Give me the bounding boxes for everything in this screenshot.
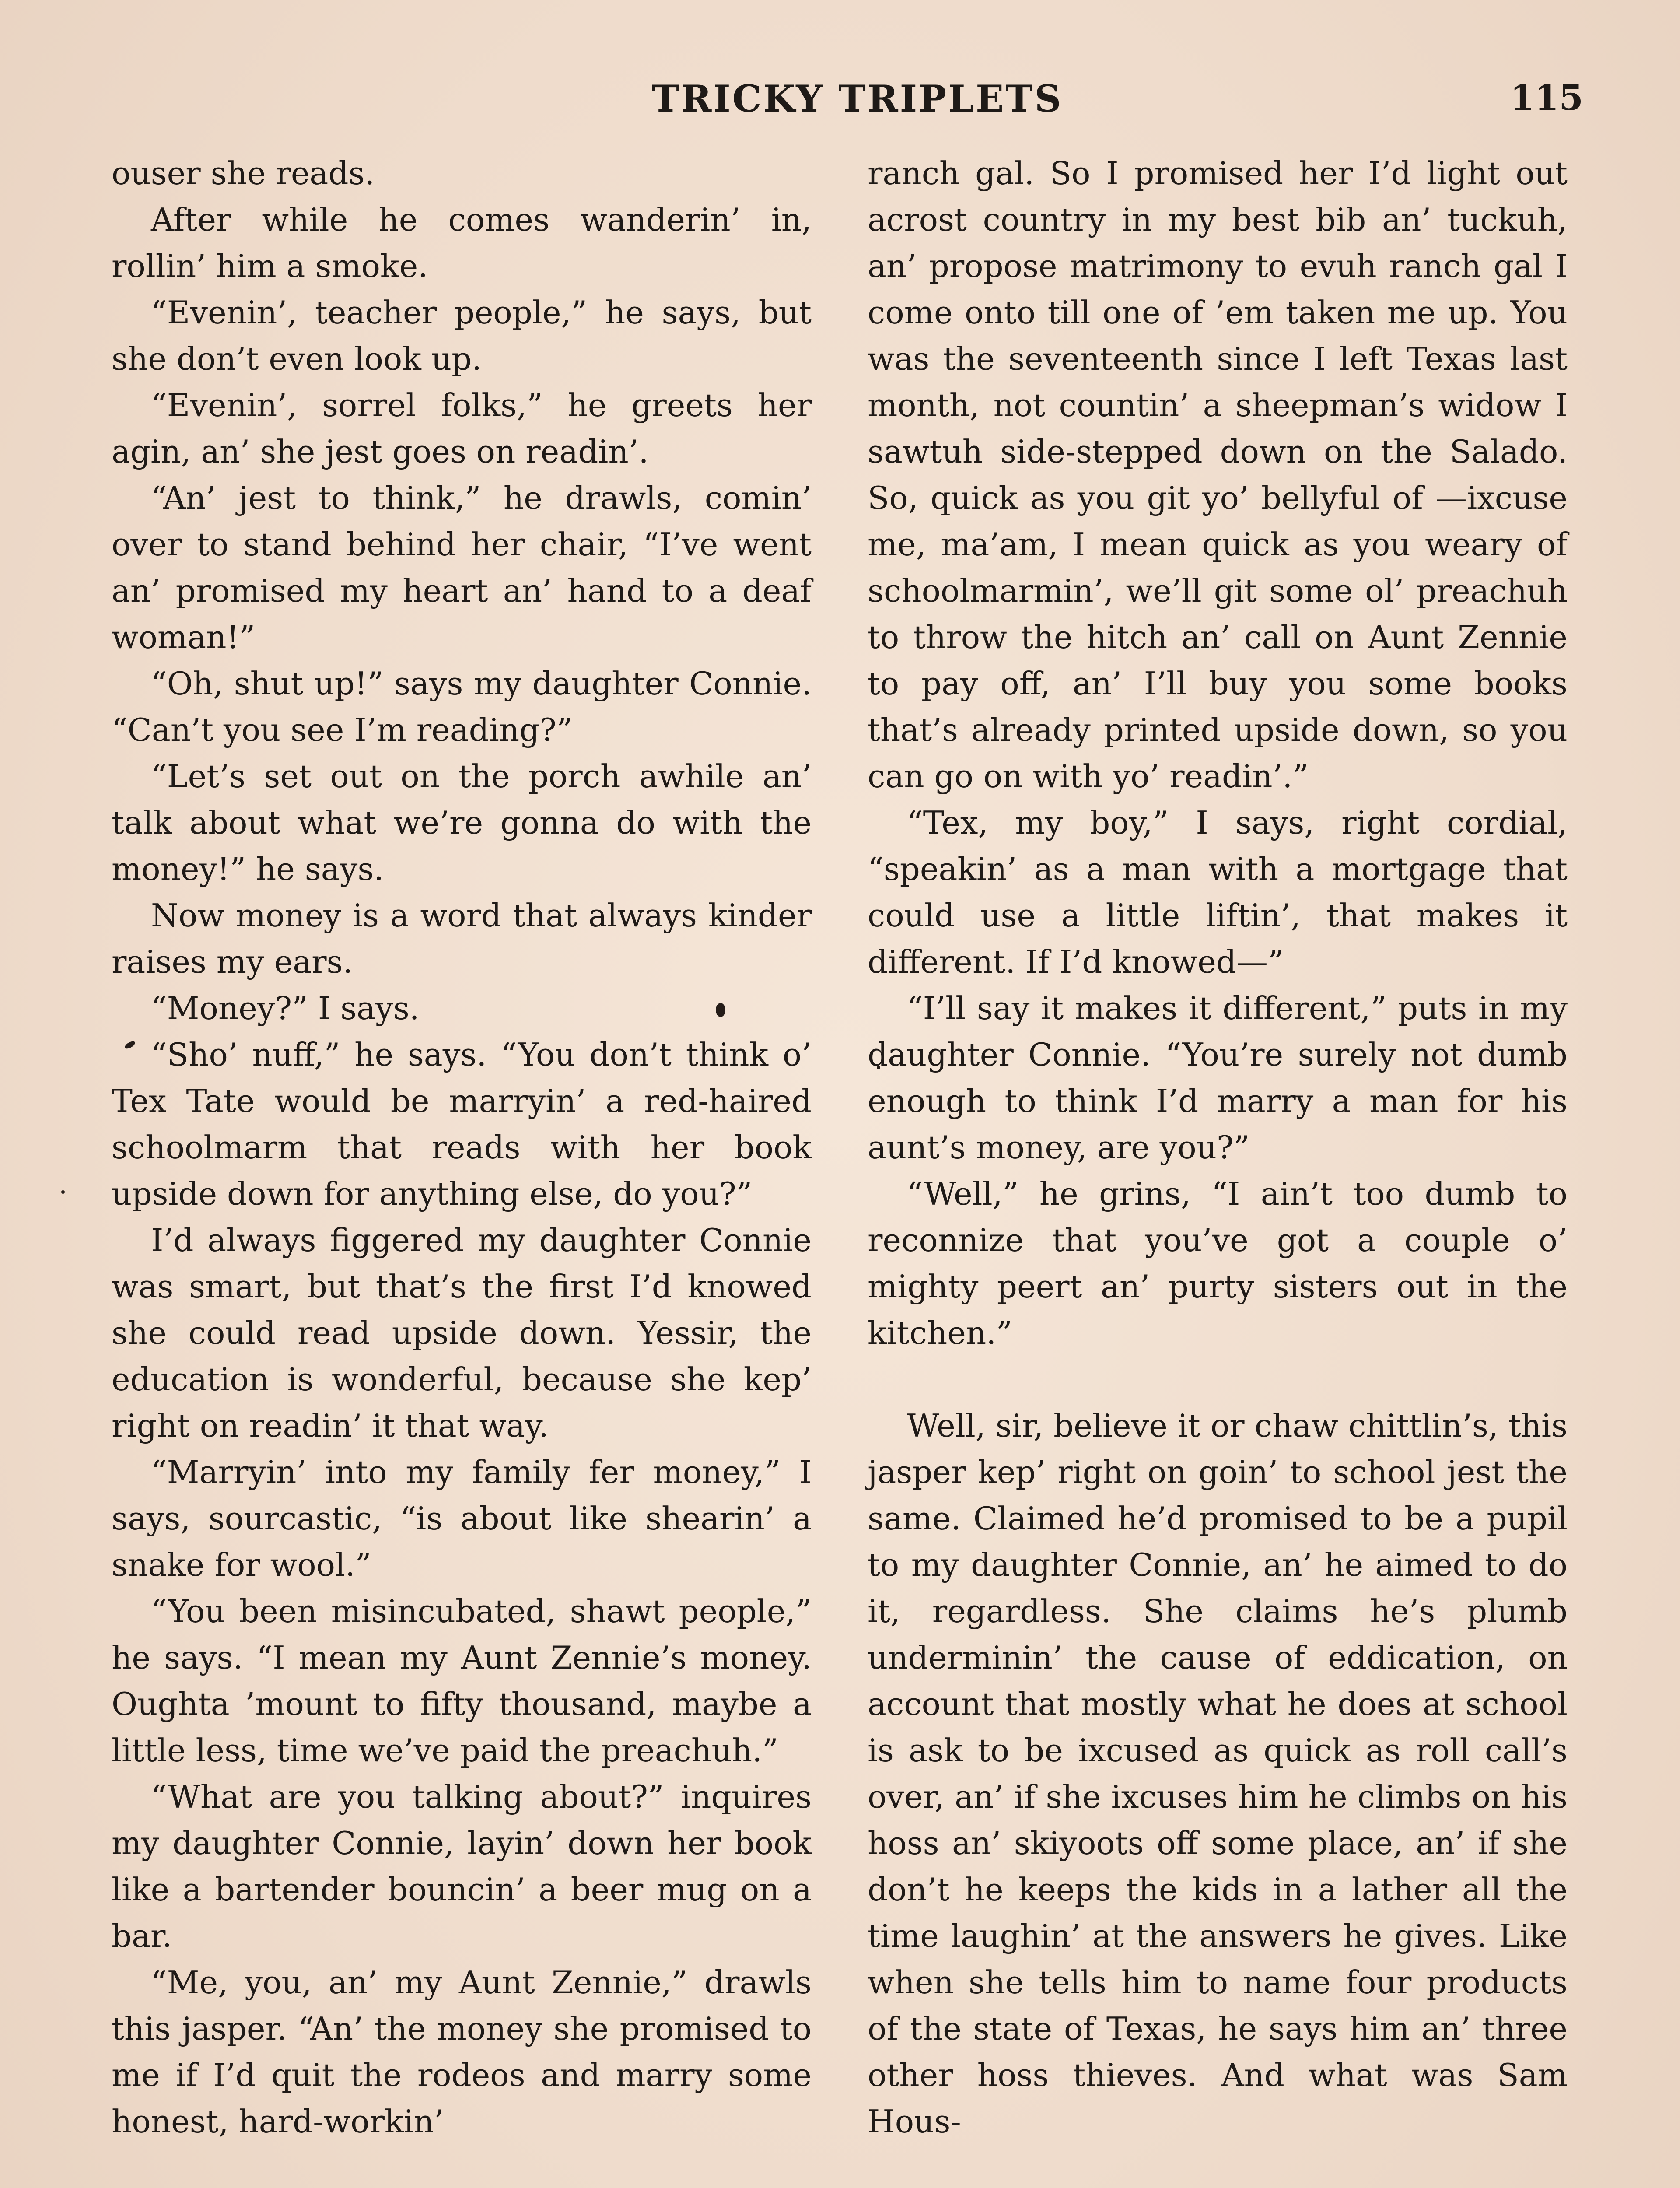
running-header bbox=[0, 77, 1680, 121]
paragraph: ranch gal. So I promised her I’d light out acrost country in my best bib an’ tuckuh, an’ propose matrimony to evuh ranch gal I come onto till one of ’em taken me up. You was the seventeenth since I left Texas last month, not countin’ a sheepman’s widow I sawtuh side-stepped down on the Salado. So, quick as you git yo’ bellyful of —ixcuse me, ma’am, I mean quick as you weary of schoolmarmin’, we’ll git some ol’ preachuh to throw the hitch an’ call on Aunt Zennie to pay off, an’ I’ll buy you some books that’s already printed upside down, so you can go on with yo’ readin’.” bbox=[868, 155, 1568, 795]
paragraph: “What are you talking about?” inquires my daughter Connie, layin’ down her book like a bartender bouncin’ a beer mug on a bar. bbox=[112, 1778, 812, 1954]
paragraph: “An’ jest to think,” he drawls, comin’ over to stand behind her chair, “I’ve went an’ promised my heart an’ hand to a deaf woman!” bbox=[112, 480, 812, 656]
paragraph: ouser she reads. bbox=[112, 155, 375, 192]
paragraph: Well, sir, believe it or chaw chittlin’s, this jasper kep’ right on goin’ to school jest the same. Claimed he’d promised to be a pupil to my daughter Connie, an’ he aimed to do it, regardless. She claims he’s plumb underminin’ the cause of eddication, on account that mostly what he does at school is ask to be ixcused as quick as roll call’s over, an’ if she ixcuses him he climbs on his hoss an’ skiyoots off some place, an’ if she don’t he keeps the kids in a lather all the time laughin’ at the answers he gives. Like when she tells him to name four products of the state of Texas, he says him an’ three other hoss thieves. And what was Sam Hous- bbox=[868, 1407, 1568, 2140]
page-number: 115 bbox=[1510, 77, 1583, 118]
paragraph: “Well,” he grins, “I ain’t too dumb to reconnize that you’ve got a couple o’ mighty peert an’ purty sisters out in the kitchen.” bbox=[868, 1175, 1568, 1351]
paragraph: “Money?” I says. bbox=[151, 990, 420, 1027]
paragraph: “You been misincubated, shawt people,” he says. “I mean my Aunt Zennie’s money. Oughta ’mount to fifty thousand, maybe a little less, time we’ve paid the preachuh.” bbox=[112, 1593, 812, 1769]
paragraph: “Oh, shut up!” says my daughter Connie. “Can’t you see I’m reading?” bbox=[112, 665, 812, 748]
paragraph: “Tex, my boy,” I says, right cordial, “speakin’ as a man with a mortgage that could use a little liftin’, that makes it different. If I’d knowed—” bbox=[868, 804, 1568, 980]
paragraph: “Marryin’ into my family fer money,” I says, sourcastic, “is about like shearin’ a snake for wool.” bbox=[112, 1454, 812, 1583]
section-break bbox=[868, 1356, 1568, 1403]
left-text-column bbox=[112, 150, 812, 2145]
paragraph: “I’ll say it makes it different,” puts in my daughter Connie. “You’re surely not dumb enough to think I’d marry a man for his aunt’s money, are you?” bbox=[868, 990, 1568, 1166]
paragraph: “Let’s set out on the porch awhile an’ talk about what we’re gonna do with the money!” he says. bbox=[112, 758, 812, 887]
paragraph: After while he comes wanderin’ in, rollin’ him a smoke. bbox=[112, 201, 812, 284]
paragraph: “Evenin’, teacher people,” he says, but she don’t even look up. bbox=[112, 294, 812, 377]
paragraph: “Evenin’, sorrel folks,” he greets her agin, an’ she jest goes on readin’. bbox=[112, 387, 812, 470]
ink-speck bbox=[61, 1190, 65, 1194]
paragraph: Now money is a word that always kinder raises my ears. bbox=[112, 897, 812, 980]
paragraph: I’d always figgered my daughter Connie was smart, but that’s the first I’d knowed she could read upside down. Yessir, the education is wonderful, because she kep’ right on readin’ it that way. bbox=[112, 1222, 812, 1444]
paragraph: “Me, you, an’ my Aunt Zennie,” drawls this jasper. “An’ the money she promised to me if I’d quit the rodeos and marry some honest, hard-workin’ bbox=[112, 1964, 812, 2140]
right-text-column bbox=[868, 150, 1568, 2145]
paragraph: “Sho’ nuff,” he says. “You don’t think o’ Tex Tate would be marryin’ a red-haired schoolmarm that reads with her book upside down for anything else, do you?” bbox=[112, 1036, 812, 1212]
running-title: TRICKY TRIPLETS bbox=[652, 77, 1063, 120]
